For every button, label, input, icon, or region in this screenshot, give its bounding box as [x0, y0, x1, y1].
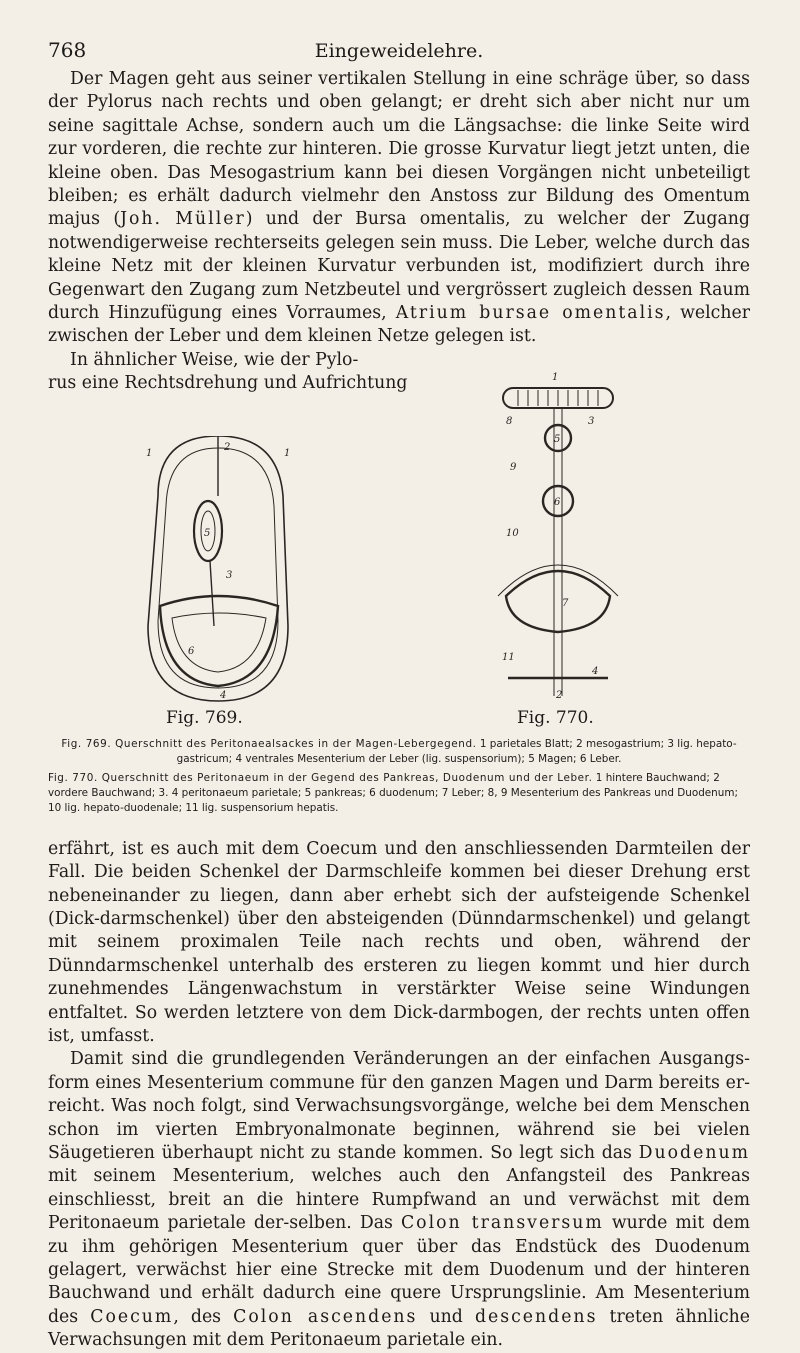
paragraph-2-line-1: In ähnlicher Weise, wie der Pylo-: [70, 349, 359, 370]
term-coecum: Coecum: [90, 1306, 174, 1327]
figure-captions: [48, 737, 750, 816]
label-11: 11: [502, 651, 515, 663]
figure-770-diagram: [488, 366, 628, 706]
label-3: 3: [226, 569, 233, 581]
label-5: 5: [204, 527, 211, 539]
paragraph-2-line-2: rus eine Rechtsdrehung und Aufrichtung: [48, 373, 408, 394]
author-mueller: Müller: [175, 209, 246, 230]
page-header: [48, 38, 750, 68]
label-6: 6: [188, 645, 195, 657]
hepato-gastric-lig: [210, 561, 214, 626]
term-atrium: Atrium bursae omentalis: [395, 303, 666, 324]
label-10: 10: [506, 527, 519, 539]
liver-6-inner: [172, 613, 266, 672]
label-9: 9: [510, 461, 517, 473]
label-8: 8: [506, 415, 513, 427]
label-1: 1: [552, 371, 559, 383]
figure-769-label: Fig. 769.: [166, 707, 243, 728]
running-title: Eingeweidelehre.: [314, 40, 484, 62]
label-1b: 1: [284, 447, 291, 459]
liver-7-outer: [498, 565, 618, 596]
page: [48, 38, 750, 1353]
author-joh: Joh.: [120, 209, 163, 230]
figure-770-label: Fig. 770.: [517, 707, 594, 728]
label-2: 2: [224, 441, 231, 453]
paragraph-2-continued: erfährt, ist es auch mit dem Coecum und den anschliessenden Darmteilen der Fall. Die beiden Schenkel der Darmschleife kommen bei dieser Drehung erst nebeneinander zu liegen, dann aber erhebt sich der aufsteigende Schenkel (Dick-darmschenkel) über den absteigenden (Dünndarmschenkel) und gelangt mit seinem proximalen Teile nach rechts und oben, während der Dünndarmschenkel unterhalb des ersteren zu liegen kommt und hier durch zunehmendes Längenwachstum in verstärkter Weise seine Windungen entfaltet. So werden letztere von dem Dick-darmbogen, der rechts unten offen ist, umfasst.: [48, 838, 750, 1046]
label-7: 7: [562, 597, 569, 609]
term-descendens: descendens: [474, 1306, 598, 1327]
page-number: 768: [48, 38, 87, 62]
term-colon-transversum: Colon transversum: [400, 1213, 604, 1234]
posterior-wall-hatching: [518, 390, 598, 406]
label-5: 5: [554, 433, 561, 445]
paragraph-1: Der Magen geht aus seiner vertikalen Stellung in eine schräge über, so dass der Pylorus nach rechts und oben gelangt; er dreht sich aber nicht nur um seine sagittale Achse, sondern auch um die Längsachse: die linke Seite wird zur vorderen, die rechte zur hinteren. Die grosse Kurvatur liegt jetzt unten, die kleine oben. Das Mesogastrium kann bei diesen Vorgängen nicht unbeteiligt bleiben; es erhält dadurch vielmehr den Anstoss zur Bildung des Omentum majus (Joh. Müller) und der Bursa omentalis, zu welcher der Zugang notwendigerweise rechterseits gelegen sein muss. Die Leber, welche durch das kleine Netz mit der kleinen Kurvatur verbunden ist, modifiziert durch ihre Gegenwart den Zugang zum Netzbeutel und vergrössert zugleich dessen Raum durch Hinzufügung eines Vorraumes, Atrium bursae omentalis, welcher zwischen der Leber und dem kleinen Netze gelegen ist.: [48, 69, 750, 347]
figure-769-diagram: [138, 436, 298, 706]
term-colon-ascendens: Colon ascendens: [233, 1306, 418, 1327]
label-4: 4: [220, 689, 227, 701]
paragraph-3: Damit sind die grundlegenden Veränderungen an der einfachen Ausgangs-form eines Mesenterium commune für den ganzen Magen und Darm bereits er-reicht. Was noch folgt, sind Verwachsungsvorgänge, welche bei dem Menschen schon im vierten Embryonalmonate beginnen, während sie bei vielen Säugetieren überhaupt nicht zu stande kommen. So legt sich das Duodenum mit seinem Mesenterium, welches auch den Anfangsteil des Pankreas einschliesst, breit an die hintere Rumpfwand an und verwächst mit dem Peritonaeum parietale der-selben. Das Colon transversum wurde mit dem zu ihm gehörigen Mesenterium quer über das Endstück des Duodenum gelagert, verwächst hier eine Strecke mit dem Duodenum und der hinteren Bauchwand und erhält dadurch eine quere Ursprungslinie. Am Mesenterium des Coecum, des Colon ascendens und descendens treten ähnliche Verwachsungen mit dem Peritonaeum parietale ein.: [48, 1049, 751, 1351]
liver-7: [506, 571, 610, 632]
label-1a: 1: [146, 447, 153, 459]
label-4: 4: [592, 665, 599, 677]
label-2: 2: [556, 689, 563, 701]
caption-770: Fig. 770. Querschnitt des Peritonaeum in der Gegend des Pankreas, Duodenum und der Leber. 1 hintere Bauchwand; 2 vordere Bauchwand; 3. 4 peritonaeum parietale; 5 pankreas; 6 duodenum; 7 Leber; 8, 9 Mesenterium des Pankreas und Duodenum; 10 lig. hepato-duodenale; 11 lig. suspensorium hepatis.: [48, 771, 738, 814]
term-duodenum: Duodenum: [638, 1142, 750, 1163]
caption-769: Fig. 769. Querschnitt des Peritonaealsackes in der Magen-Lebergegend. 1 parietales Blatt; 2 mesogastrium; 3 lig. hepato-gastricum; 4 ventrales Mesenterium der Leber (lig. suspensorium); 5 Magen; 6 Leber.: [61, 737, 737, 765]
label-3: 3: [588, 415, 595, 427]
label-6: 6: [554, 496, 561, 508]
